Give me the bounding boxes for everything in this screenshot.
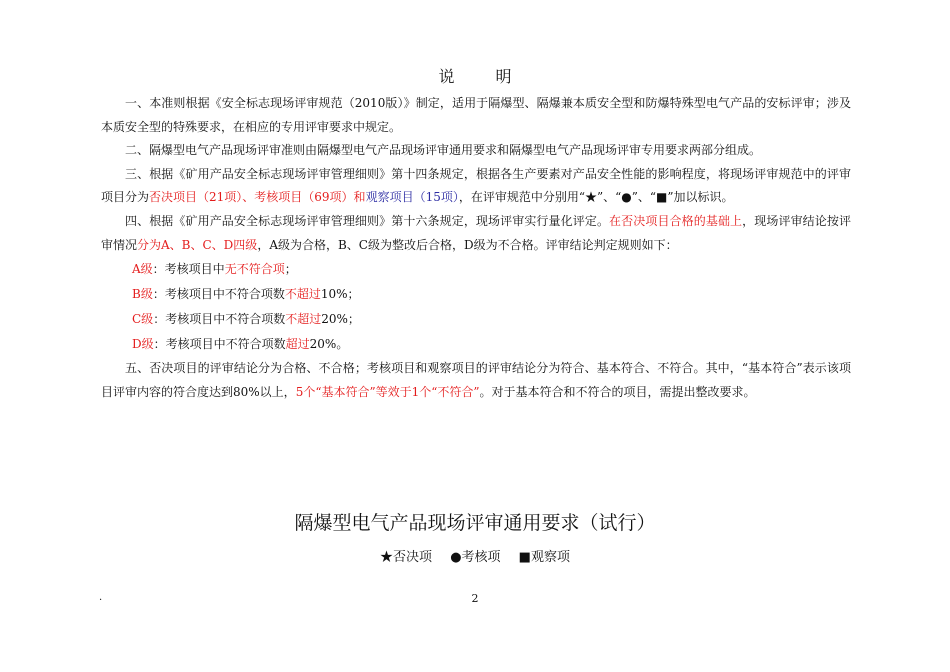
- paragraph-5-text: 五、否决项目的评审结论分为合格、不合格；考核项目和观察项目的评审结论分为符合、基本符合、不符合。其中，“基本符合”表示该项目评审内容的符合度达到80%以上，: [101, 361, 851, 399]
- paragraph-3-tail: ，在评审规范中分别用“★”、“●”、“■”加以标识。: [458, 190, 734, 205]
- criterion-a: [101, 257, 851, 282]
- instructions-body: [101, 92, 851, 404]
- symbol-legend: [0, 546, 950, 565]
- criterion-text: ：考核项目中不符合项数: [153, 312, 286, 327]
- paragraph-2-text: 二、隔爆型电气产品现场评审准则由隔爆型电气产品现场评审通用要求和隔爆型电气产品现场评审专用要求两部分组成。: [125, 143, 762, 158]
- section-heading: 说 明: [438, 67, 530, 86]
- criterion-tail: 20%；: [321, 312, 360, 327]
- footer-dot: .: [99, 592, 103, 603]
- criterion-label: B级: [132, 287, 153, 302]
- legend-veto-item: ★否决项: [380, 550, 433, 565]
- criterion-tail: ；: [284, 262, 297, 277]
- criterion-c: [101, 307, 851, 332]
- veto-assessment-items-highlight: 否决项目（21项）、考核项目（69项）和: [149, 190, 366, 205]
- legend-observation-item: ■观察项: [518, 550, 570, 565]
- paragraph-3: [101, 163, 851, 210]
- criterion-d: [101, 332, 851, 357]
- paragraph-1-text: 一、本准则根据《安全标志现场评审规范（2010版）》制定，适用于隔爆型、隔爆兼本质安全型和防爆特殊型电气产品的安标评审；涉及本质安全型的特殊要求，在相应的专用评审要求中规定。: [101, 96, 851, 134]
- criterion-tail: 20%。: [309, 337, 349, 352]
- criterion-highlight: 超过: [285, 337, 310, 352]
- basic-conformity-highlight: 5个“基本符合”等效于1个“不符合”: [295, 384, 480, 399]
- criterion-b: [101, 282, 851, 307]
- criterion-label: D级: [132, 337, 154, 352]
- paragraph-1: [101, 92, 851, 139]
- criterion-tail: 10%；: [320, 287, 360, 302]
- paragraph-5: [101, 357, 851, 404]
- veto-pass-basis-highlight: 在否决项目合格的基础上: [609, 213, 743, 228]
- criterion-highlight: 不超过: [284, 287, 321, 302]
- paragraph-4: [101, 210, 851, 257]
- paragraph-2: [101, 139, 851, 163]
- criterion-text: ：考核项目中不符合项数: [152, 287, 285, 302]
- criterion-label: C级: [132, 312, 154, 327]
- legend-assessment-item: ●考核项: [450, 550, 501, 565]
- criterion-highlight: 不超过: [285, 312, 322, 327]
- criterion-highlight: 无不符合项: [224, 262, 285, 277]
- page-number: 2: [471, 592, 479, 605]
- paragraph-5-tail: 。对于基本符合和不符合的项目，需提出整改要求。: [479, 384, 756, 399]
- paragraph-3-text: 三、根据《矿用产品安全标志现场评审管理细则》第十四条规定，根据各生产要素对产品安全性能的影响程度，将现场评审规范中的评审项目分为: [101, 166, 851, 205]
- criterion-text: ：考核项目中: [152, 262, 225, 277]
- criterion-text: ：考核项目中不符合项数: [153, 337, 286, 352]
- paragraph-4-tail: ，A级为合格，B、C级为整改后合格，D级为不合格。评审结论判定规则如下：: [257, 237, 678, 252]
- paragraph-4-mid: ，现场评审结论按评审情况: [101, 213, 851, 252]
- paragraph-4-text: 四、根据《矿用产品安全标志现场评审管理细则》第十六条规定，现场评审实行量化评定。: [125, 213, 610, 228]
- observation-items-highlight: 观察项目（15项）: [365, 190, 459, 205]
- grade-levels-highlight: 分为A、B、C、D四级: [137, 237, 258, 252]
- criterion-label: A级: [132, 262, 153, 277]
- main-title: 隔爆型电气产品现场评审通用要求（试行）: [294, 512, 656, 534]
